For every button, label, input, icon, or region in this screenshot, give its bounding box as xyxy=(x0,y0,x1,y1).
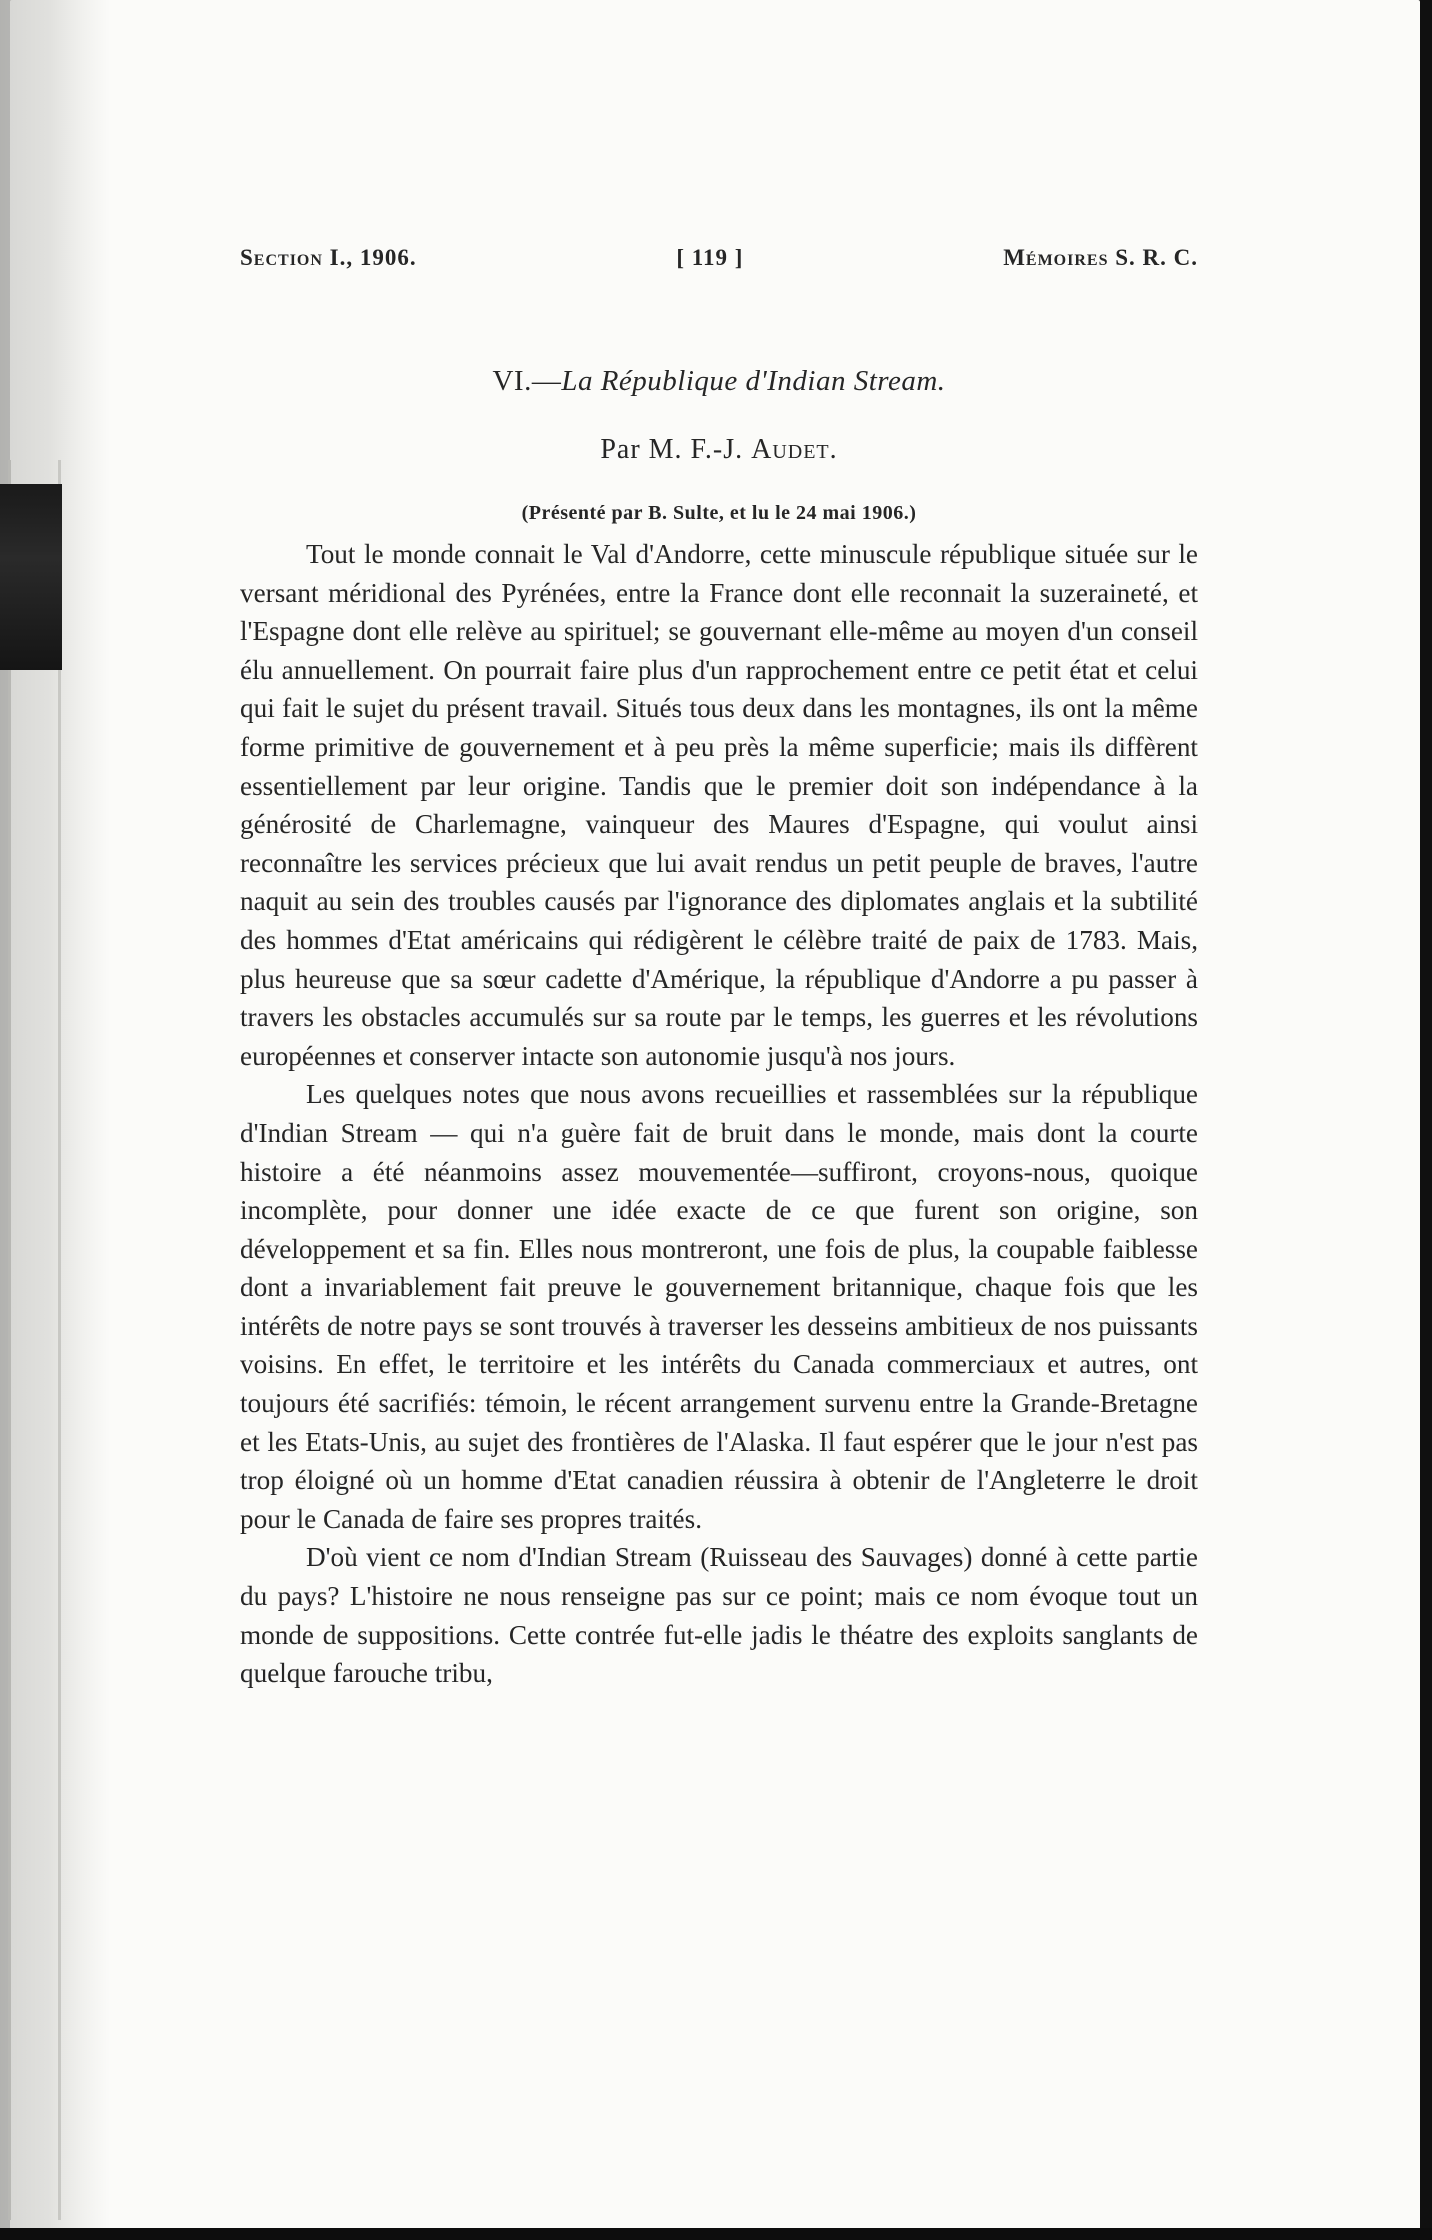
binding-crease xyxy=(8,460,11,2220)
article-body xyxy=(240,535,1198,1693)
page-content xyxy=(240,245,1198,1693)
presentation-note: (Présenté par B. Sulte, et lu le 24 mai 1906.) xyxy=(521,502,917,524)
binding-crease xyxy=(58,460,61,2220)
article-title xyxy=(240,365,1198,398)
scan-border xyxy=(0,2228,1432,2240)
author-prefix: Par M. F.-J. xyxy=(600,434,744,465)
article-number: VI.— xyxy=(492,365,562,397)
header-section: Section I., 1906. xyxy=(240,245,417,270)
running-header xyxy=(240,245,1198,271)
paragraph: D'où vient ce nom d'Indian Stream (Ruisseau des Sauvages) donné à cette partie du pays? L'histoire ne nous renseigne pas sur ce point; mais ce nom évoque tout un monde de suppositions. Cette contrée fut-elle jadis le théatre des exploits sanglants de quelque farouche tribu, xyxy=(240,1542,1198,1689)
article-title-text: La République d'Indian Stream. xyxy=(561,365,946,397)
page-number: [ 119 ] xyxy=(676,245,744,270)
header-memoires: Mémoires S. R. C. xyxy=(1003,245,1198,270)
author-line xyxy=(240,434,1198,466)
binding-edge xyxy=(0,0,110,2240)
author-name: Audet. xyxy=(751,434,838,465)
paragraph: Tout le monde connait le Val d'Andorre, cette minuscule république située sur le versant méridional des Pyrénées, entre la France dont elle reconnait la suzeraineté, et l'Espagne dont elle relève au spirituel; se gouvernant elle-même au moyen d'un conseil élu annuellement. On pourrait faire plus d'un rapprochement entre ce petit état et celui qui fait le sujet du présent travail. Situés tous deux dans les montagnes, ils ont la même forme primitive de gouvernement et à peu près la même superficie; mais ils diffèrent essentiellement par leur origine. Tandis que le premier doit son indépendance à la générosité de Charlemagne, vainqueur des Maures d'Espagne, qui voulut ainsi reconnaître les services précieux que lui avait rendus un petit peuple de braves, l'autre naquit au sein des troubles causés par l'ignorance des diplomates anglais et la subtilité des hommes d'Etat américains qui rédigèrent le célèbre traité de paix de 1783. Mais, plus heureuse que sa sœur cadette d'Amérique, la république d'Andorre a pu passer à travers les obstacles accumulés sur sa route par le temps, les guerres et les révolutions européennes et conserver intacte son autonomie jusqu'à nos jours. xyxy=(240,539,1198,1071)
binder-clip xyxy=(0,484,62,670)
paragraph: Les quelques notes que nous avons recueillies et rassemblées sur la république d'Indian Stream — qui n'a guère fait de bruit dans le monde, mais dont la courte histoire a été néanmoins assez mouvementée—suffiront, croyons-nous, quoique incomplète, pour donner une idée exacte de ce que furent son origine, son développement et sa fin. Elles nous montreront, une fois de plus, la coupable faiblesse dont a invariablement fait preuve le gouvernement britannique, chaque fois que les intérêts de notre pays se sont trouvés à traverser les desseins ambitieux de nos puissants voisins. En effet, le territoire et les intérêts du Canada commerciaux et autres, ont toujours été sacrifiés: témoin, le récent arrangement survenu entre la Grande-Bretagne et les Etats-Unis, au sujet des frontières de l'Alaska. Il faut espérer que le jour n'est pas trop éloigné où un homme d'Etat canadien réussira à obtenir de l'Angleterre le droit pour le Canada de faire ses propres traités. xyxy=(240,1079,1198,1534)
